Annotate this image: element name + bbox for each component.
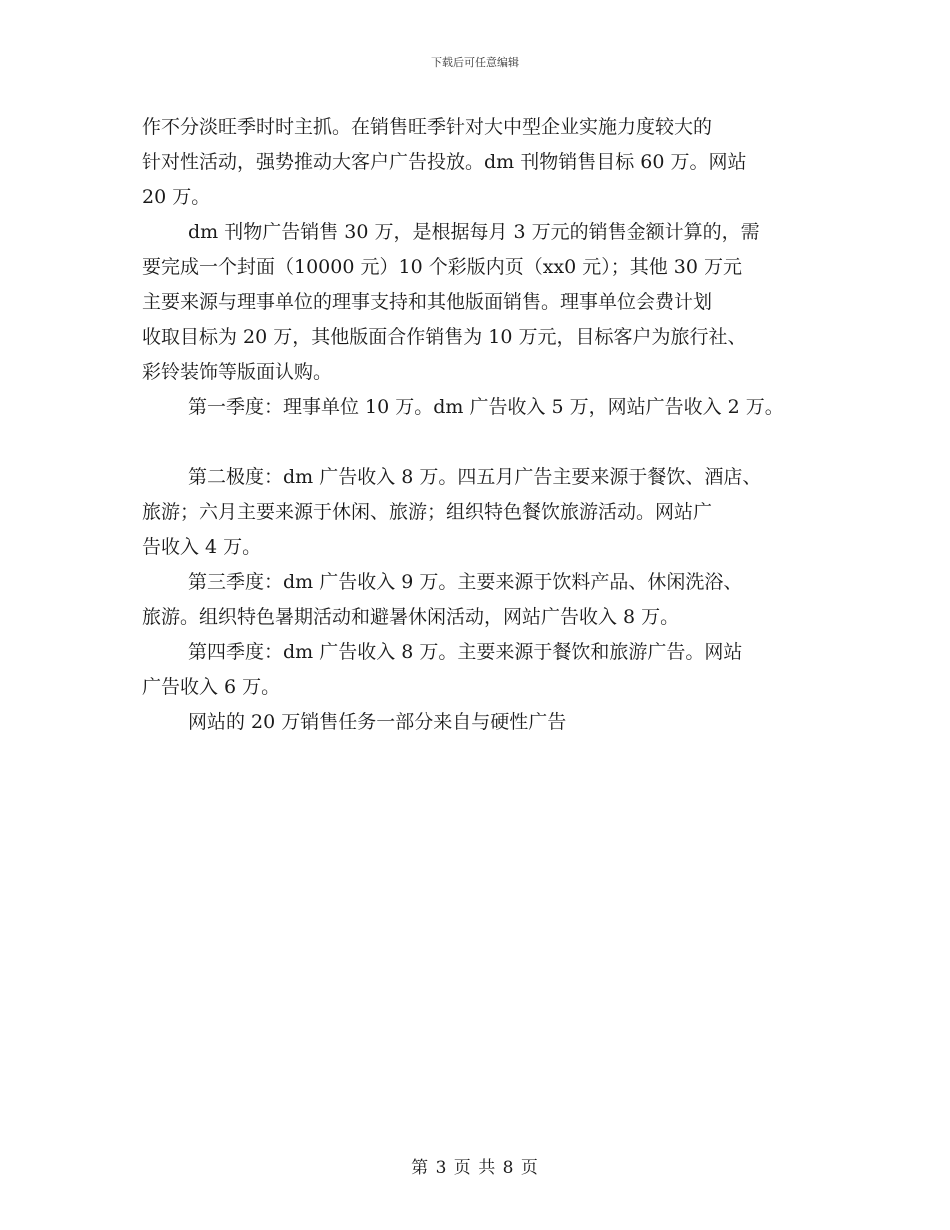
paragraph-website [142,705,808,740]
paragraph-q1 [142,390,808,425]
paragraph-q4 [142,635,808,705]
paragraph-q3 [142,565,808,635]
text-line: 第一季度：理事单位 10 万。dm 广告收入 5 万，网站广告收入 2 万。 [188,396,784,418]
page-header: 下载后可任意编辑 [431,56,519,69]
text-line: 收取目标为 20 万，其他版面合作销售为 10 万元，目标客户为旅行社、 [142,326,747,348]
text-line: 网站的 20 万销售任务一部分来自与硬性广告 [188,711,567,733]
paragraph-q2 [142,460,808,565]
text-line: 告收入 4 万。 [142,536,262,558]
text-line: 主要来源与理事单位的理事支持和其他版面销售。理事单位会费计划 [142,291,713,313]
text-line: 旅游。组织特色暑期活动和避暑休闲活动，网站广告收入 8 万。 [142,606,680,628]
text-line: 20 万。 [142,186,211,208]
page-number: 第 3 页 共 8 页 [411,1158,539,1178]
text-line: 第三季度：dm 广告收入 9 万。主要来源于饮料产品、休闲洗浴、 [188,571,743,593]
text-line: 要完成一个封面（10000 元）10 个彩版内页（xx0 元）；其他 30 万元 [142,256,743,278]
document-body [142,110,808,740]
text-line: 旅游；六月主要来源于休闲、旅游；组织特色餐饮旅游活动。网站广 [142,501,713,523]
text-line: 广告收入 6 万。 [142,676,281,698]
paragraph-dm-sales [142,215,808,390]
text-line: 彩铃装饰等版面认购。 [142,361,333,383]
text-line: 作不分淡旺季时时主抓。在销售旺季针对大中型企业实施力度较大的 [142,116,713,138]
text-line: 针对性活动，强势推动大客户广告投放。dm 刊物销售目标 60 万。网站 [142,151,747,173]
paragraph-targets [142,110,808,215]
blank-line [142,425,808,460]
text-line: 第四季度：dm 广告收入 8 万。主要来源于餐饮和旅游广告。网站 [188,641,743,663]
text-line: dm 刊物广告销售 30 万，是根据每月 3 万元的销售金额计算的，需 [188,221,760,243]
text-line: 第二极度：dm 广告收入 8 万。四五月广告主要来源于餐饮、酒店、 [188,466,762,488]
